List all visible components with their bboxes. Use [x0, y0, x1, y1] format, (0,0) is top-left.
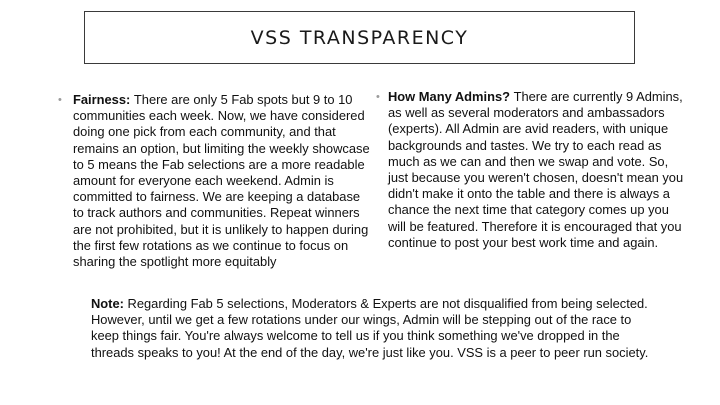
slide-title: VSS TRANSPARENCY: [250, 26, 469, 49]
title-box: [84, 11, 635, 64]
fairness-column: [58, 92, 373, 270]
bullet-icon: •: [58, 94, 62, 106]
admins-text: There are currently 9 Admins, as well as several moderators and ambassadors (experts). All Admin are avid readers, with unique backgrounds and tastes. We try to each read as much as we can and then we swap and vote. So, just because you weren't chosen, doesn't mean you didn't make it onto the table and there is always a chance the next time that category comes up you will be featured. Therefore it is encouraged that you continue to post your best work time and again.: [388, 89, 684, 250]
bullet-icon: •: [376, 91, 380, 103]
fairness-bullet: [58, 92, 373, 270]
admins-column: [376, 89, 688, 251]
admins-bullet: [376, 89, 688, 251]
note-paragraph: [91, 296, 651, 361]
fairness-heading: Fairness:: [73, 92, 134, 107]
note-text: Regarding Fab 5 selections, Moderators & Experts are not disqualified from being selected. However, until we get a few rotations under our wings, Admin will be stepping out of the race to keep things fair. You're always welcome to tell us if you think something we've dropped in the threads speaks to you! At the end of the day, we're just like you. VSS is a peer to peer run society.: [91, 296, 649, 360]
admins-heading: How Many Admins?: [388, 89, 514, 104]
note-heading: Note:: [91, 296, 128, 311]
fairness-text: There are only 5 Fab spots but 9 to 10 communities each week. Now, we have considered doing one pick from each community, and that remains an option, but limiting the weekly showcase to 5 means the Fab selections are a more readable amount for everyone each weekend. Admin is committed to fairness. We are keeping a database to track authors and communities. Repeat winners are not prohibited, but it is unlikely to happen during the first few rotations as we continue to focus on sharing the spotlight more equitably: [73, 92, 370, 270]
